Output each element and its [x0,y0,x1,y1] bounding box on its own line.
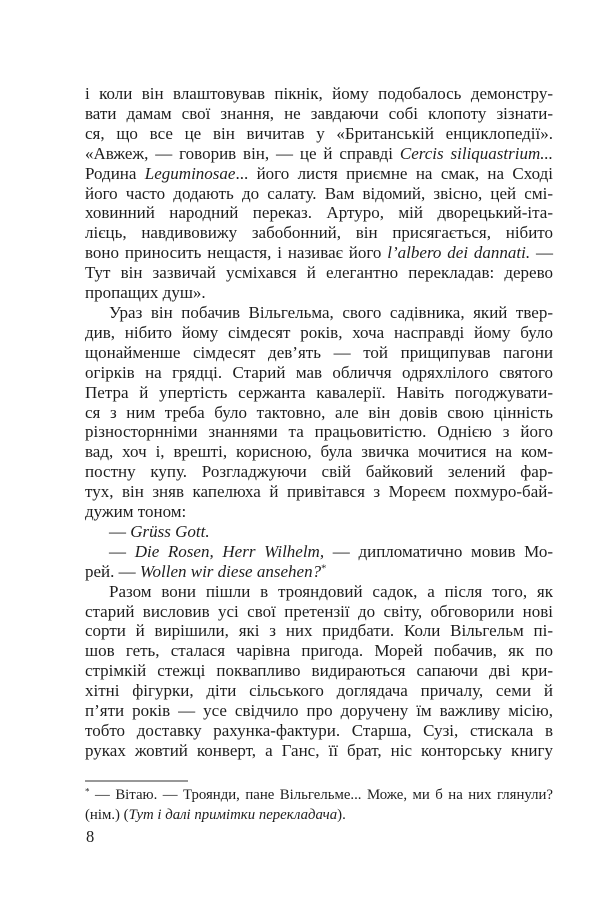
italic-text-run: Тут і далі примітки перекладача [128,806,338,823]
text-run: вати дамам свої знання, не завдаючи собі клопоту зізнати- [85,103,553,123]
body-text-line [85,681,553,701]
italic-text-run: Grüss Gott. [130,521,210,541]
text-run: ... його листя приємне на смак, на Сході [235,163,553,183]
body-text-line [85,124,553,144]
text-run: див, нібито йому сімдесят років, хоча насправді йому було [85,322,553,342]
body-text-line [85,442,553,462]
body-text-line [85,741,553,761]
text-run: Тут він зазвичай усміхався й елегантно перекладав: дерево [85,263,553,283]
footnote-line [85,786,553,806]
body-text-line [85,621,553,641]
body-text-line [85,582,553,602]
body-text-line [85,283,553,303]
body-text-line [85,164,553,184]
body-text-line [85,184,553,204]
body-text-line [85,422,553,442]
text-run: лієць, навдивовижу забобонний, він присягається, нібито [85,223,553,243]
text-run: Родина [85,163,145,183]
text-run: ). [337,806,346,823]
italic-text-run: Leguminosae [144,163,236,183]
text-run: ся з ним треба було тактовно, але він довів свою цінність [85,402,553,422]
page-number: 8 [86,827,95,846]
text-run: щонайменше сімдесят дев’ять — той прищипував пагони [85,342,553,362]
text-run: руках жовтий конверт, а Ганс, її брат, ніс конторську книгу [85,740,553,760]
text-run: — [109,521,131,541]
text-run: — дипломатично мовив Мо- [324,541,554,561]
italic-text-run: Wollen wir diese ansehen? [139,561,322,581]
text-run: Ураз він побачив Вільгельма, свого садівника, який твер- [109,302,553,322]
body-text-line [85,542,553,562]
footnote-marker: * [85,786,90,797]
body-text-line [85,502,553,522]
body-text-line [85,522,553,542]
text-run: воно приносить нещастя, і називає його [85,243,388,263]
text-run: Разом вони пішли в трояндовий садок, а після того, як [109,581,553,601]
body-text-line [85,701,553,721]
text-run: різносторнніми знаннями та працьовитістю. Однією з його [85,422,553,442]
body-text-line [85,84,553,104]
body-text-line [85,403,553,423]
text-run: огірків на грядці. Старий мав обличчя одряхлілого святого [85,362,553,382]
text-run: старий висловив усі свої претензії до світу, обговорили нові [85,601,553,621]
text-run: — Вітаю. — Троянди, пане Вільгельме... Може, ми б на них глянули? [89,787,553,803]
body-text [85,84,553,761]
body-text-line [85,203,553,223]
body-text-line [85,721,553,741]
text-run: шов геть, сталася чарівна пригода. Морей побачив, як по [85,641,553,661]
body-text-line [85,323,553,343]
text-run: дужим тоном: [85,502,187,522]
body-text-line [85,562,553,582]
body-text-line [85,243,553,263]
text-run: тух, він зняв капелюха й привітався з Мореєм похмуро-бай- [85,482,553,502]
text-run: рей. — [85,561,140,581]
italic-text-run: l’albero dei dannati. [387,243,531,263]
body-text-line [85,223,553,243]
text-run: — [530,243,554,263]
text-run: тобто доставку рахунка-фактури. Старша, Сузі, стискала в [85,721,553,740]
text-run: його часто додають до салату. Вам відомий, звісно, цей смі- [85,183,553,203]
text-run: — [109,541,135,561]
body-text-line [85,144,553,164]
text-run: стрімкій стежці поквапливо видираються сапаючи дві кри- [85,661,553,681]
footnote-line [85,806,553,826]
italic-text-run: Die Rosen, Herr Wilhelm, [134,541,325,561]
text-run: хітні фігурки, діти сільського доглядача причалу, семи й [85,681,553,701]
body-text-line [85,263,553,283]
italic-text-run: Cercis siliquastrium... [399,143,553,163]
text-run: ховинний народний переказ. Артуро, мій дворецький-іта- [85,203,553,223]
text-run: постну купу. Розгладжуючи свій байковий зелений фар- [85,462,553,482]
body-text-line [85,462,553,482]
footnote-marker: * [321,563,327,575]
text-run: п’яти років — усе свідчило про доручену їм важливу місію, [85,701,553,721]
text-run: «Авжеж, — говорив він, — це й справді [85,143,400,163]
text-run: пропащих душ». [85,283,206,303]
body-text-line [85,383,553,403]
body-text-line [85,343,553,363]
body-text-line [85,482,553,502]
text-run: ся, що все це він вичитав у «Британській енциклопедії». [85,123,553,143]
text-run: і коли він влаштовував пікнік, йому подобалось демонстру- [85,84,553,103]
body-text-line [85,104,553,124]
footnote-text [85,786,553,825]
body-text-line [85,641,553,661]
body-text-line [85,363,553,383]
body-text-line [85,303,553,323]
text-run: вад, хоч і, врешті, корисною, була звичка мочитися на ком- [85,442,553,462]
body-text-line [85,602,553,622]
text-run: (нім.) ( [85,806,129,823]
text-run: сорти й вирішили, які з них придбати. Коли Вільгельм пі- [85,621,553,641]
body-text-line [85,661,553,681]
text-run: Петра й упертість сержанта кавалерії. Навіть погоджувати- [85,382,553,402]
footnote-divider [85,780,188,782]
